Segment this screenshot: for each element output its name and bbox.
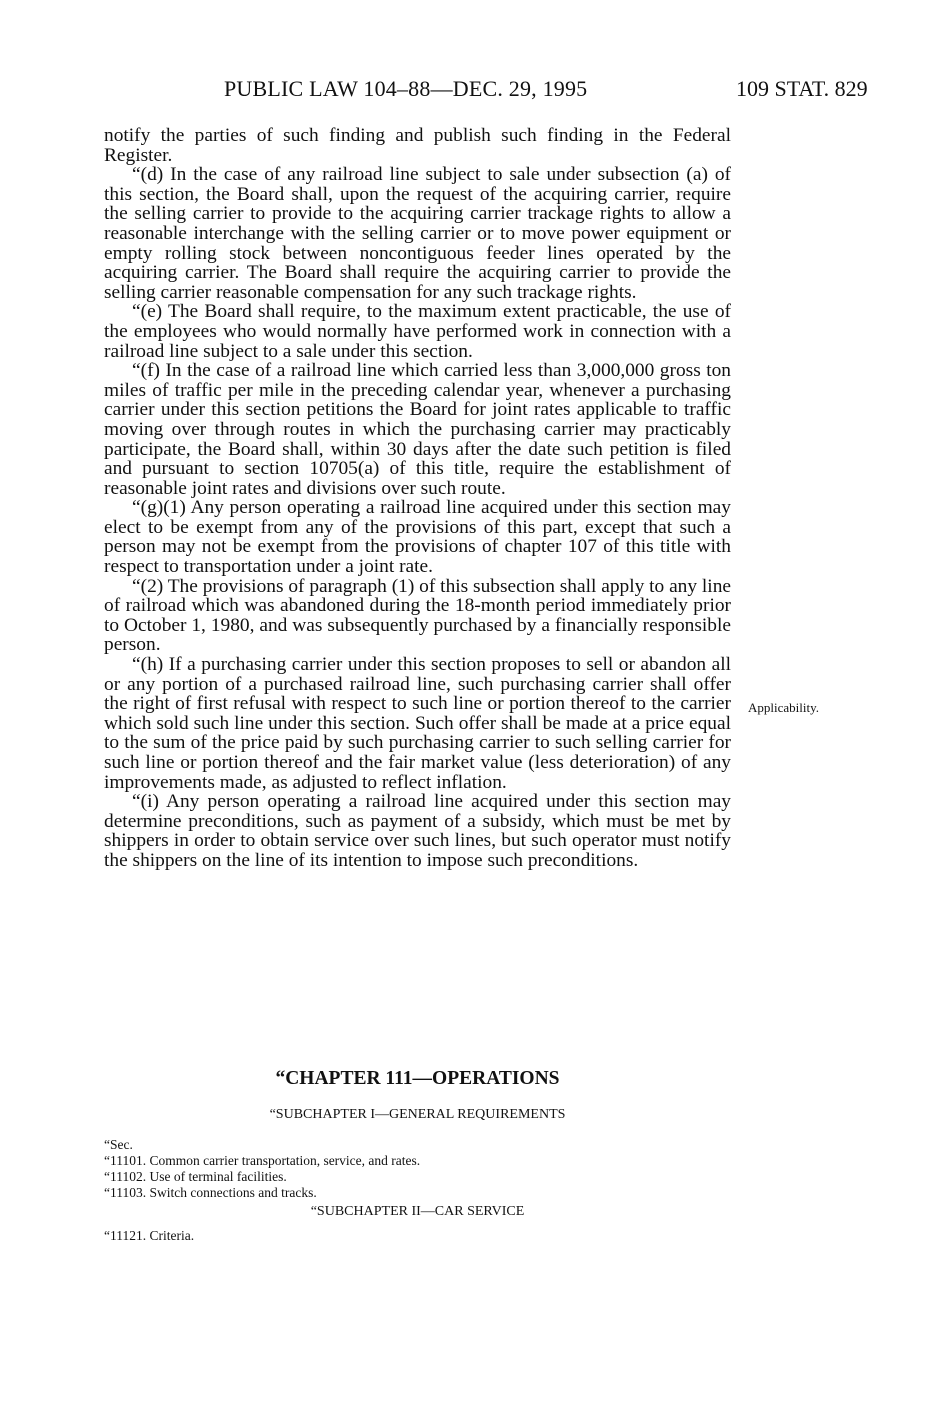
toc-entry: “11102. Use of terminal facilities.	[104, 1169, 287, 1184]
paragraph-d: “(d) In the case of any railroad line subject to sale under subsection (a) of this section, the Board shall, upon the request of the acquiring carrier, require the selling carrier to provide to the acquiring carrier trackage rights to allow a reasonable interchange with the selling carrier or to move power equipment or empty rolling stock between noncontiguous feeder lines operated by the acquiring carrier. The Board shall require the acquiring carrier to provide the selling carrier reasonable compensation for any such trackage rights.	[104, 164, 731, 303]
sec-label: “Sec.	[104, 1137, 133, 1152]
paragraph-i: “(i) Any person operating a railroad line acquired under this section may determine preconditions, such as payment of a subsidy, which must be met by shippers in order to obtain service over such lines, but such operator must notify the shippers on the line of its intention to impose such preconditions.	[104, 791, 731, 871]
page-reference: 109 STAT. 829	[736, 76, 868, 101]
chapter-title: “CHAPTER 111—OPERATIONS	[275, 1068, 560, 1089]
paragraph-g2: “(2) The provisions of paragraph (1) of this subsection shall apply to any line of railroad which was abandoned during the 18-month period immediately prior to October 1, 1980, and was subsequently purchased by a financially responsible person.	[104, 575, 731, 656]
paragraph-h: “(h) If a purchasing carrier under this section proposes to sell or abandon all or any portion of a purchased railroad line, such purchasing carrier shall offer the right of first refusal with respect to such line or portion thereof to the carrier which sold such line under this section. Such offer shall be made at a price equal to the sum of the price paid by such purchasing carrier to such selling carrier for such line or portion thereof and the fair market value (less deterioration) of any improvements made, as adjusted to reflect inflation.	[104, 654, 731, 793]
margin-note-applicability: Applicability.	[748, 700, 820, 715]
paragraph-e: “(e) The Board shall require, to the maximum extent practicable, the use of the employees who would normally have performed work in connection with a railroad line subject to a sale under this section.	[104, 301, 731, 362]
subchapter-2-heading: “SUBCHAPTER II—CAR SERVICE	[310, 1204, 525, 1219]
section-list-1	[104, 1137, 420, 1201]
section-list-2	[104, 1228, 194, 1244]
toc-entry: “11121. Criteria.	[104, 1228, 195, 1243]
toc-entry: “11103. Switch connections and tracks.	[104, 1185, 317, 1200]
paragraph-f: “(f) In the case of a railroad line which carried less than 3,000,000 gross ton miles of traffic per mile in the preceding calendar year, whenever a purchasing carrier under this section petitions the Board for joint rates applicable to traffic moving over through routes in which the purchasing carrier may practicably participate, the Board shall, within 30 days after the date such petition is filed and pursuant to section 10705(a) of this title, require the establishment of reasonable joint rates and divisions over such route.	[104, 360, 731, 499]
statute-body	[104, 126, 731, 871]
paragraph-continuation: notify the parties of such finding and publish such finding in the Federal Register.	[104, 125, 731, 166]
paragraph-g1: “(g)(1) Any person operating a railroad line acquired under this section may elect to be exempt from any of the provisions of this part, except that such a person may not be exempt from the provisions of chapter 107 of this title with respect to transportation under a joint rate.	[104, 497, 731, 578]
subchapter-1-heading: “SUBCHAPTER I—GENERAL REQUIREMENTS	[269, 1107, 566, 1122]
toc-entry: “11101. Common carrier transportation, service, and rates.	[104, 1153, 421, 1168]
running-header-title: PUBLIC LAW 104–88—DEC. 29, 1995	[224, 76, 588, 101]
